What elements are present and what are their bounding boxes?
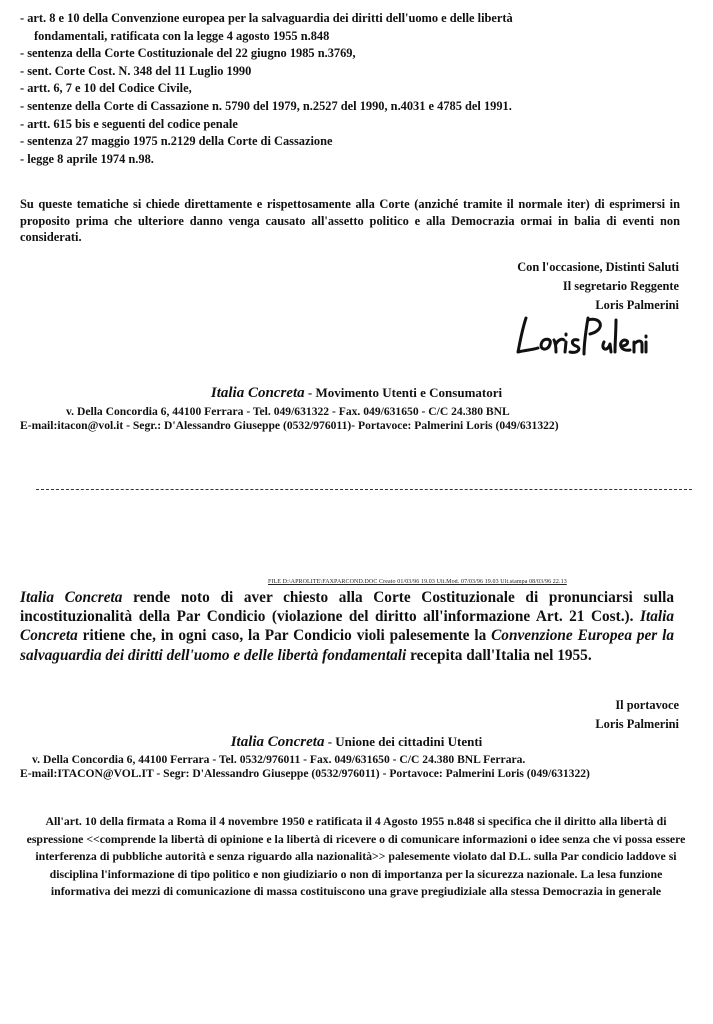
org-name: Italia Concreta bbox=[20, 608, 674, 645]
closing-name: Loris Palmerini bbox=[595, 298, 679, 312]
org-subtitle: - Unione dei cittadini Utenti bbox=[324, 734, 483, 749]
closing-role: Il segretario Reggente bbox=[562, 279, 679, 293]
citation-item: - sentenza della Corte Costituzionale del 22 giugno 1985 n.3769, bbox=[20, 46, 356, 61]
closing-greeting: Con l'occasione, Distinti Saluti bbox=[517, 260, 679, 274]
letterhead-1-address: v. Della Concordia 6, 44100 Ferrara - Tel. 049/631322 - Fax. 049/631650 - C/C 24.380 BNL bbox=[66, 405, 510, 418]
citation-item: fondamentali, ratificata con la legge 4 agosto 1955 n.848 bbox=[34, 28, 330, 43]
citation-item: - sent. Corte Cost. N. 348 del 11 Luglio 1990 bbox=[20, 63, 252, 78]
spokesperson-name: Loris Palmerini bbox=[595, 717, 679, 731]
citation-item: - artt. 615 bis e seguenti del codice penale bbox=[20, 116, 238, 131]
announcement-text: rende noto di aver chiesto alla Corte Costituzionale di pronunciarsi sulla incostituzionalità della Par Condicio (violazione del diritto all'informazione Art. 21 Cost.). bbox=[20, 589, 674, 626]
org-name: Italia Concreta bbox=[20, 589, 123, 606]
announcement-text: recepita dall'Italia nel 1955. bbox=[406, 646, 592, 664]
letterhead-1-title bbox=[0, 385, 713, 402]
org-name: Italia Concreta bbox=[210, 385, 305, 401]
org-subtitle: - Movimento Utenti e Consumatori bbox=[304, 385, 503, 400]
citation-item: - legge 8 aprile 1974 n.98. bbox=[20, 151, 154, 166]
citation-item: - art. 8 e 10 della Convenzione europea per la salvaguardia dei diritti dell'uomo e delle libertà bbox=[20, 11, 513, 25]
spokesperson-block bbox=[379, 696, 679, 734]
closing-block bbox=[379, 258, 679, 315]
letterhead-2-title bbox=[0, 734, 713, 751]
citation-item: - sentenza 27 maggio 1975 n.2129 della Corte di Cassazione bbox=[20, 134, 333, 149]
citation-item: - sentenze della Corte di Cassazione n. 5790 del 1979, n.2527 del 1990, n.4031 e 4785 del 1991. bbox=[20, 98, 512, 113]
citations-list bbox=[20, 10, 660, 168]
letterhead-2-address: v. Della Concordia 6, 44100 Ferrara - Tel. 0532/976011 - Fax. 049/631650 - C/C 24.380 BNL Ferrara. bbox=[32, 753, 526, 766]
dashed-separator bbox=[36, 489, 692, 490]
request-paragraph: Su queste tematiche si chiede direttamente e rispettosamente alla Corte (anziché tramite il normale iter) di esprimersi in proposito prima che ulteriore danno venga causato all'assetto politico e alla Democrazia ormai in balia di eventi non considerati. bbox=[20, 197, 680, 244]
convention-title: Convenzione Europea per la salvaguardia dei diritti dell'uomo e delle libertà fondamentali bbox=[20, 627, 674, 664]
citation-item: - artt. 6, 7 e 10 del Codice Civile, bbox=[20, 81, 192, 96]
letterhead-1-contacts: E-mail:itacon@vol.it - Segr.: D'Alessandro Giuseppe (0532/976011)- Portavoce: Palmerini Loris (049/631322) bbox=[20, 419, 559, 432]
fax-header-line: FILE D:\APROLITE\FAXPARCOND.DOC Creato 01/03/96 19.03 Ult.Mod. 07/03/96 19.03 Ult.stampa 08/03/96 22.13 bbox=[268, 579, 567, 585]
letterhead-2-contacts: E-mail:ITACON@VOL.IT - Segr: D'Alessandro Giuseppe (0532/976011) - Portavoce: Palmerini Loris (049/631322) bbox=[20, 767, 590, 780]
org-name: Italia Concreta bbox=[230, 734, 325, 750]
announcement-paragraph bbox=[20, 588, 674, 665]
spokesperson-role: Il portavoce bbox=[615, 698, 679, 712]
final-paragraph: All'art. 10 della firmata a Roma il 4 novembre 1950 e ratificata il 4 Agosto 1955 n.848 si specifica che il diritto alla libertà di espressione <<comprende la libertà di opinione e la libertà di ricevere o di comunicare informazioni o idee senza che vi possa essere interferenza di pubbliche autorità e senza riguardo alla nazionalità>> palesemente violato dal D.L. sulla Par condicio laddove si disciplina l'informazione di tipo politico e non giudiziario o non di importanza per la sicurezza nazionale. La lesa funzione informativa dei mezzi di comunicazione di massa costituiscono una grave pregiudiziale alla stessa Democrazia in generale bbox=[26, 814, 686, 899]
handwritten-signature bbox=[512, 312, 652, 358]
announcement-text: ritiene che, in ogni caso, la Par Condicio violi palesemente la bbox=[77, 627, 492, 645]
